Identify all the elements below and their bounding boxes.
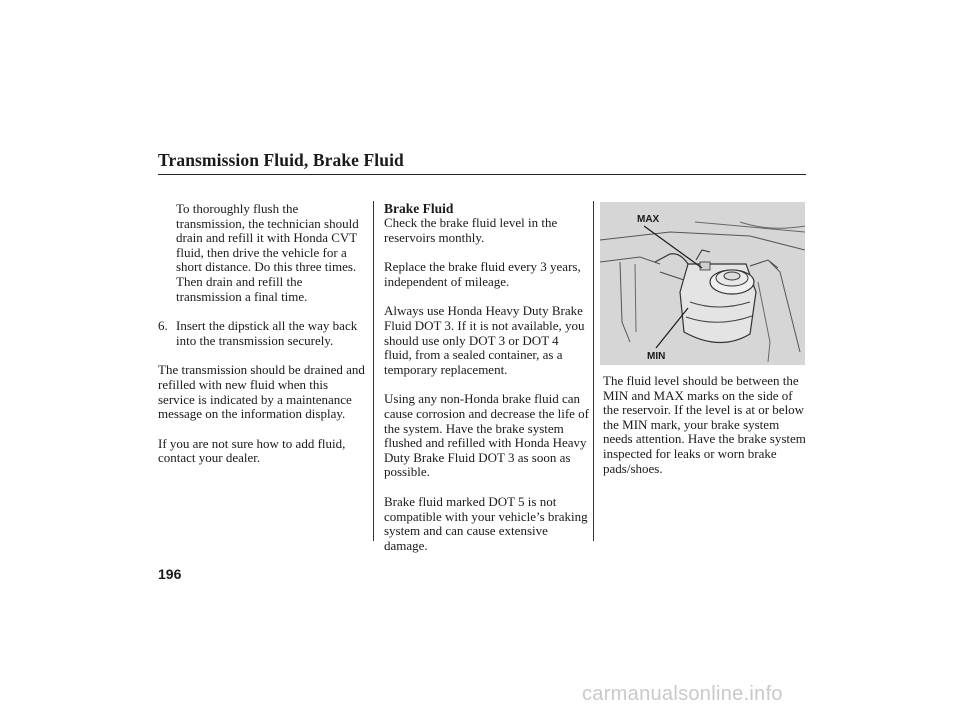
non-honda-fluid-paragraph: Using any non-Honda brake fluid can cause corrosion and decrease the life of the system. Have the brake system flushed and refilled with Honda Heavy Duty Brake Fluid DOT 3 as soon as possible. [384,391,590,480]
right-column [603,374,808,491]
column-divider-right [593,201,594,541]
brake-fluid-heading: Brake Fluid [384,201,454,216]
min-label: MIN [647,351,666,362]
left-column [158,202,368,481]
check-level-paragraph: Check the brake fluid level in the reservoirs monthly. [384,215,558,245]
max-label: MAX [637,214,660,225]
fluid-type-paragraph: Always use Honda Heavy Duty Brake Fluid DOT 3. If it is not available, you should use only DOT 3 or DOT 4 fluid, from a sealed container, as a temporary replacement. [384,303,585,377]
step-6 [158,319,368,348]
replace-interval-paragraph: Replace the brake fluid every 3 years, independent of mileage. [384,259,581,289]
contact-dealer-paragraph: If you are not sure how to add fluid, contact your dealer. [158,435,346,466]
brake-reservoir-figure [600,202,805,365]
page-title: Transmission Fluid, Brake Fluid [158,150,404,170]
step-6-number: 6. [158,318,168,334]
title-rule [158,174,806,175]
step-6-text: Insert the dipstick all the way back into the transmission securely. [176,318,358,348]
dot5-warning-paragraph: Brake fluid marked DOT 5 is not compatible with your vehicle’s braking system and can cause extensive damage. [384,493,588,553]
brake-reservoir-illustration [600,202,805,365]
watermark: carmanualsonline.info [582,683,783,705]
middle-column [384,202,589,568]
fluid-level-paragraph: The fluid level should be between the MIN and MAX marks on the side of the reservoir. If the level is at or below the MIN mark, your brake system needs attention. Have the brake system inspected for leaks or worn brake pads/shoes. [603,373,806,476]
page-number: 196 [158,566,182,582]
step-5-continuation: To thoroughly flush the transmission, the technician should drain and refill it with Honda CVT fluid, then drive the vehicle for a short distance. Do this three times. Then drain and refill the transmission a final time. [176,201,359,304]
column-divider-left [373,201,374,541]
drain-refill-paragraph: The transmission should be drained and refilled with new fluid when this service is indicated by a maintenance message on the information display. [158,362,365,422]
